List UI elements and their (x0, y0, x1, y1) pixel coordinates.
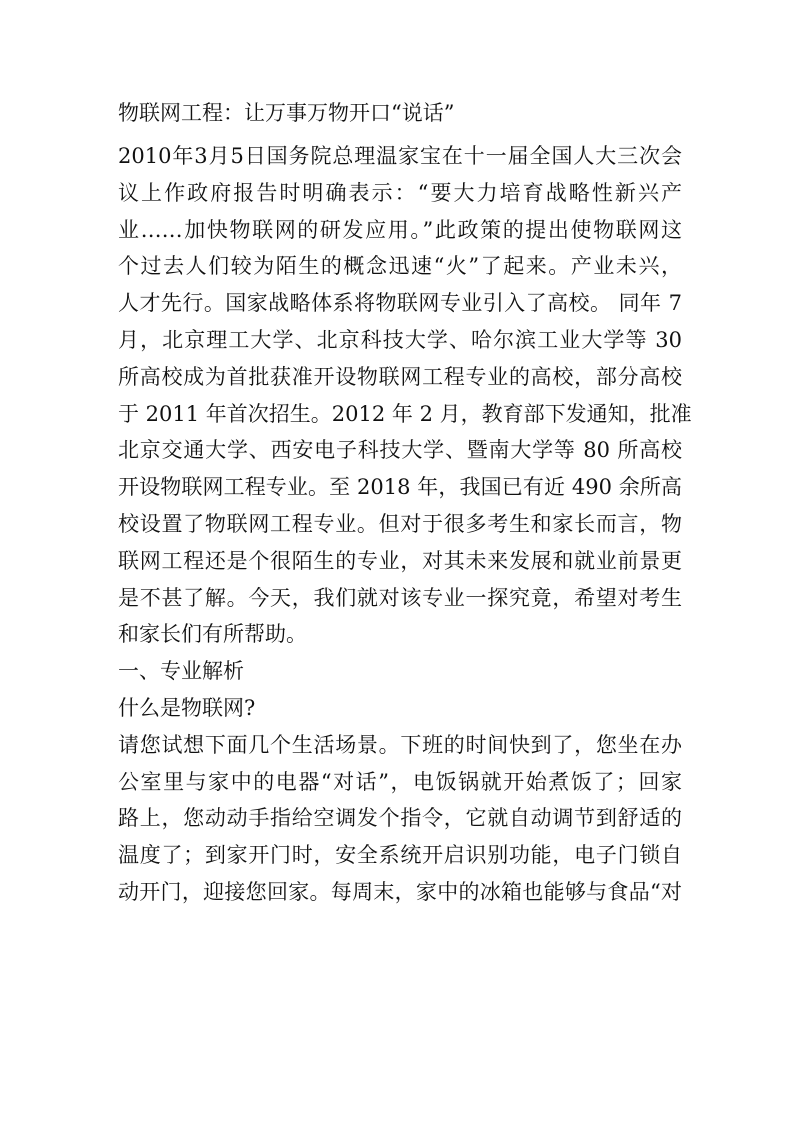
paragraph-line: 温度了；到家开门时，安全系统开启识别功能，电子门锁自 (118, 843, 682, 868)
paragraph-line: 一、专业解析 (118, 659, 244, 684)
paragraph-line: 个过去人们较为陌生的概念迅速“火”了起来。产业未兴， (118, 254, 682, 279)
paragraph-line: 2010年3月5日国务院总理温家宝在十一届全国人大三次会 (118, 144, 682, 168)
paragraph-line: 校设置了物联网工程专业。但对于很多考生和家长而言，物 (118, 512, 682, 536)
paragraph-line: 月，北京理工大学、北京科技大学、哈尔滨工业大学等 30 (118, 328, 682, 352)
document-title: 物联网工程：让万事万物开口“说话” (118, 101, 455, 125)
paragraph-line: 和家长们有所帮助。 (118, 622, 307, 647)
paragraph-line: 于 2011 年首次招生。2012 年 2 月，教育部下发通知，批准 (118, 401, 692, 426)
paragraph-line: 开设物联网工程专业。至 2018 年，我国已有近 490 余所高 (118, 475, 682, 500)
paragraph-line: 北京交通大学、西安电子科技大学、暨南大学等 80 所高校 (118, 438, 682, 463)
paragraph-line: 公室里与家中的电器“对话”，电饭锅就开始煮饭了；回家 (118, 769, 682, 794)
paragraph-line: 所高校成为首批获准开设物联网工程专业的高校，部分高校 (118, 364, 682, 389)
paragraph-line: 业……加快物联网的研发应用。”此政策的提出使物联网这 (118, 217, 682, 242)
paragraph-line: 人才先行。国家战略体系将物联网专业引入了高校。 同年 7 (118, 291, 682, 316)
paragraph-line: 联网工程还是个很陌生的专业，对其未来发展和就业前景更 (118, 548, 682, 573)
paragraph-line: 是不甚了解。今天，我们就对该专业一探究竟，希望对考生 (118, 585, 682, 610)
paragraph-line: 什么是物联网? (118, 696, 256, 720)
paragraph-line: 请您试想下面几个生活场景。下班的时间快到了，您坐在办 (118, 732, 682, 757)
paragraph-line: 动开门，迎接您回家。每周末，家中的冰箱也能够与食品“对 (118, 880, 682, 904)
paragraph-line: 议上作政府报告时明确表示：“要大力培育战略性新兴产 (118, 180, 682, 205)
paragraph-line: 路上，您动动手指给空调发个指令，它就自动调节到舒适的 (118, 806, 682, 831)
